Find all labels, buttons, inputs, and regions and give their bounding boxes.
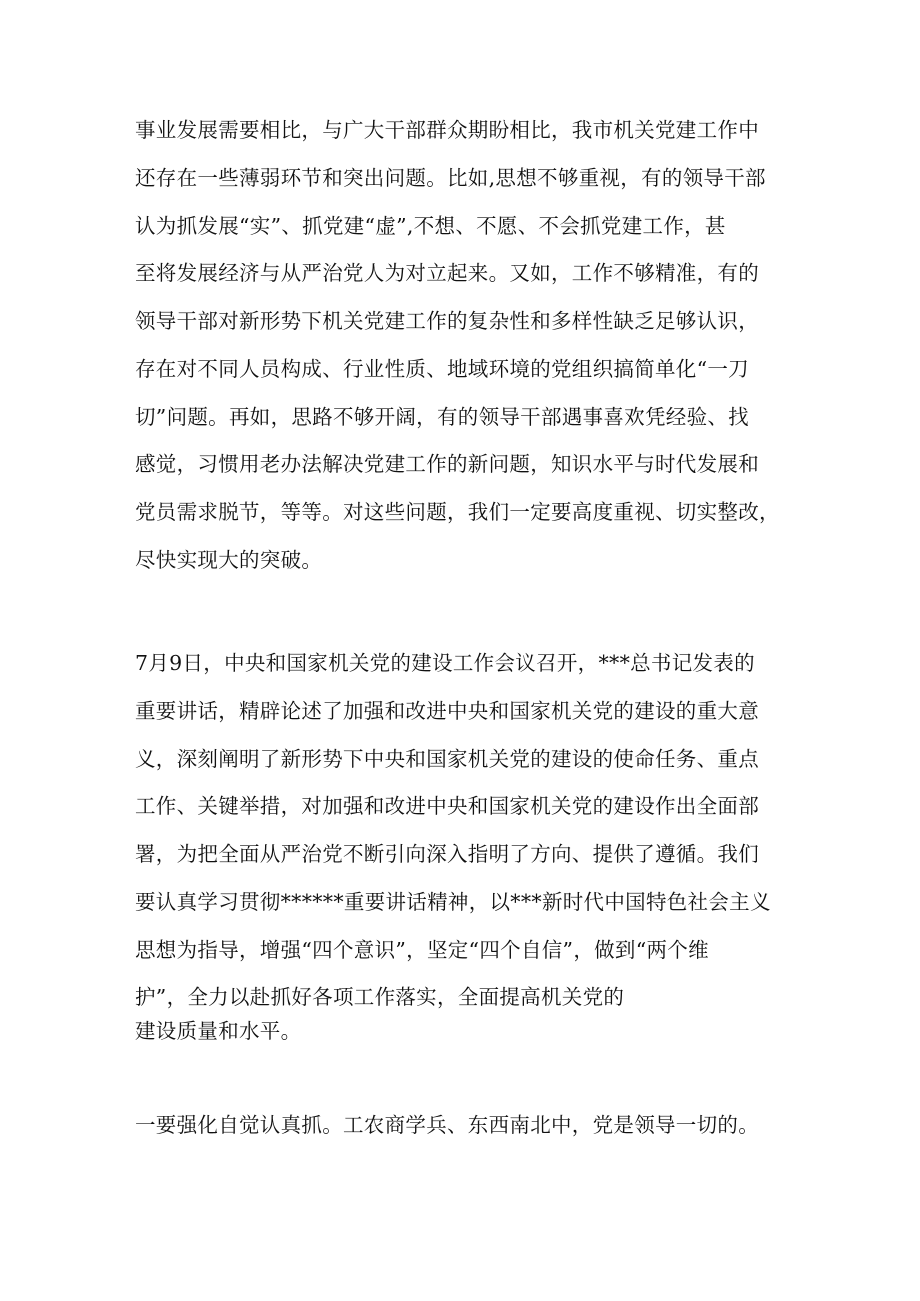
text-line: 领导干部对新形势下机关党建工作的复杂性和多样性缺乏足够认识， [135, 309, 759, 333]
text-line: 要认真学习贯彻******重要讲话精神，以***新时代中国特色社会主义 [135, 890, 771, 914]
text-line: 护”，全力以赴抓好各项工作落实，全面提高机关党的 [135, 985, 625, 1009]
text-line: 思想为指导，增强“四个意识”，坚定“四个自信”，做到“两个维 [135, 938, 709, 962]
text-line: 工作、关键举措，对加强和改进中央和国家机关党的建设作出全面部 [135, 794, 759, 818]
text-line: 一要强化自觉认真抓。工农商学兵、东西南北中，党是领导一切的。 [135, 1113, 759, 1137]
text-line: 7月9日，中央和国家机关党的建设工作会议召开，***总书记发表的 [135, 651, 755, 675]
text-line: 义，深刻阐明了新形势下中央和国家机关党的建设的使命任务、重点 [135, 747, 759, 771]
text-line: 至将发展经济与从严治党人为对立起来。又如，工作不够精准，有的 [135, 261, 759, 285]
text-line: 尽快实现大的突破。 [135, 548, 323, 572]
text-line: 认为抓发展“实”、抓党建“虚”,不想、不愿、不会抓党建工作，甚 [135, 214, 726, 238]
text-line: 还存在一些薄弱环节和突出问题。比如,思想不够重视，有的领导干部 [135, 166, 766, 190]
text-line: 存在对不同人员构成、行业性质、地域环境的党组织搞简单化“一刀 [135, 357, 749, 381]
text-line: 切”问题。再如，思路不够开阔，有的领导干部遇事喜欢凭经验、找 [135, 405, 749, 429]
text-line: 感觉，习惯用老办法解决党建工作的新问题，知识水平与时代发展和 [135, 452, 759, 476]
text-line: 党员需求脱节，等等。对这些问题，我们一定要高度重视、切实整改， [135, 500, 780, 524]
text-line: 重要讲话，精辟论述了加强和改进中央和国家机关党的建设的重大意 [135, 699, 759, 723]
text-line: 事业发展需要相比，与广大干部群众期盼相比，我市机关党建工作中 [135, 118, 759, 142]
text-line: 署，为把全面从严治党不断引向深入指明了方向、提供了遵循。我们 [135, 842, 759, 866]
text-line: 建设质量和水平。 [135, 1019, 302, 1043]
